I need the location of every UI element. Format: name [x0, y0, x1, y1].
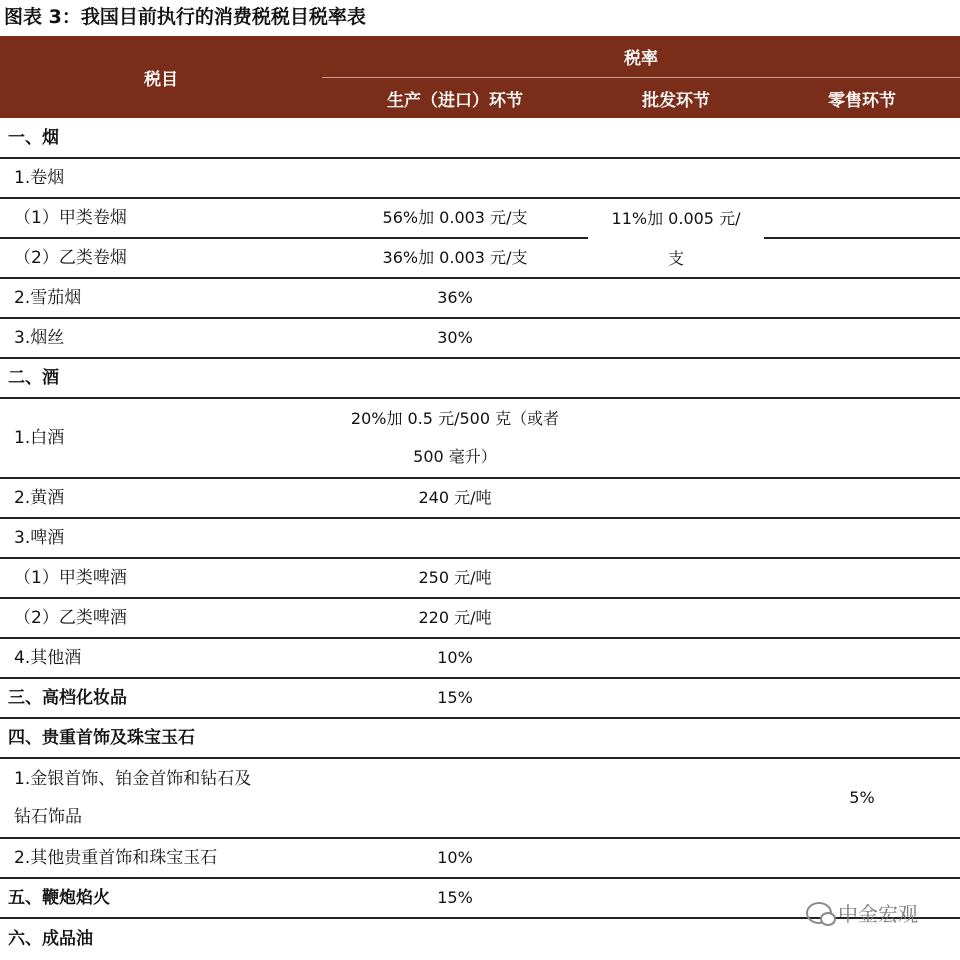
- retail-rate: 5%: [849, 788, 875, 807]
- table-row: [0, 398, 960, 478]
- row-label: 2.黄酒: [14, 488, 65, 508]
- row-label: 3.啤酒: [14, 528, 65, 548]
- watermark-text: 中金宏观: [838, 902, 918, 926]
- table-row: [0, 278, 960, 318]
- row-label: 3.烟丝: [14, 328, 65, 348]
- production-rate: 36%加 0.003 元/支: [382, 248, 528, 267]
- production-rate: 240 元/吨: [418, 488, 492, 507]
- row-label: 五、鞭炮焰火: [8, 888, 110, 908]
- row-label: 1.卷烟: [14, 168, 65, 188]
- table-row: [0, 558, 960, 598]
- header-rate: 税率: [624, 49, 658, 69]
- row-label: 三、高档化妆品: [8, 688, 127, 708]
- table-row: [0, 198, 960, 238]
- table-row: [0, 838, 960, 878]
- wholesale-rate-line1: 11%加 0.005 元/: [611, 209, 741, 228]
- table-row: [0, 758, 960, 838]
- page-title: 图表 3：我国目前执行的消费税税目税率表: [4, 6, 366, 28]
- wholesale-cigarette-rate: [588, 206, 764, 272]
- row-label: 四、贵重首饰及珠宝玉石: [8, 728, 195, 748]
- production-rate: 36%: [437, 288, 473, 307]
- row-label: 2.雪茄烟: [14, 288, 82, 308]
- row-label: （1）甲类卷烟: [14, 208, 127, 228]
- row-label: （2）乙类啤酒: [14, 608, 127, 628]
- table-row: [0, 718, 960, 758]
- header-production: 生产（进口）环节: [387, 90, 523, 111]
- production-rate-line2: 500 毫升）: [413, 447, 497, 466]
- header-retail: 零售环节: [828, 90, 896, 111]
- row-label: （1）甲类啤酒: [14, 568, 127, 588]
- row-label: 4.其他酒: [14, 648, 82, 668]
- production-rate: 220 元/吨: [418, 608, 492, 627]
- table-row: [0, 638, 960, 678]
- production-rate: 15%: [437, 688, 473, 707]
- row-label: （2）乙类卷烟: [14, 248, 127, 268]
- row-label: 二、酒: [8, 368, 59, 388]
- table-row: [0, 518, 960, 558]
- production-rate: 10%: [437, 648, 473, 667]
- table-header: [0, 36, 960, 118]
- production-rate: 10%: [437, 848, 473, 867]
- table-row: [0, 158, 960, 198]
- row-label: 1.白酒: [14, 428, 65, 448]
- table-row: [0, 118, 960, 158]
- row-label: 1.金银首饰、铂金首饰和钻石及: [14, 769, 252, 789]
- wechat-icon: [806, 902, 832, 924]
- wholesale-rate-line2: 支: [667, 249, 684, 268]
- header-item: 税目: [144, 69, 178, 90]
- row-label-line2: 钻石饰品: [14, 807, 82, 827]
- row-label: 2.其他贵重首饰和珠宝玉石: [14, 848, 218, 868]
- table-row: [0, 318, 960, 358]
- watermark: [806, 898, 918, 927]
- production-rate: 30%: [437, 328, 473, 347]
- production-rate: 56%加 0.003 元/支: [382, 208, 528, 227]
- table-row: [0, 678, 960, 718]
- header-wholesale: 批发环节: [642, 90, 710, 111]
- table-row: [0, 238, 960, 278]
- production-rate: 250 元/吨: [418, 568, 492, 587]
- row-label: 一、烟: [8, 128, 59, 148]
- table-row: [0, 358, 960, 398]
- table-row: [0, 478, 960, 518]
- production-rate: 15%: [437, 888, 473, 907]
- table-row: [0, 598, 960, 638]
- production-rate: 20%加 0.5 元/500 克（或者: [350, 409, 560, 428]
- row-label: 六、成品油: [8, 929, 93, 949]
